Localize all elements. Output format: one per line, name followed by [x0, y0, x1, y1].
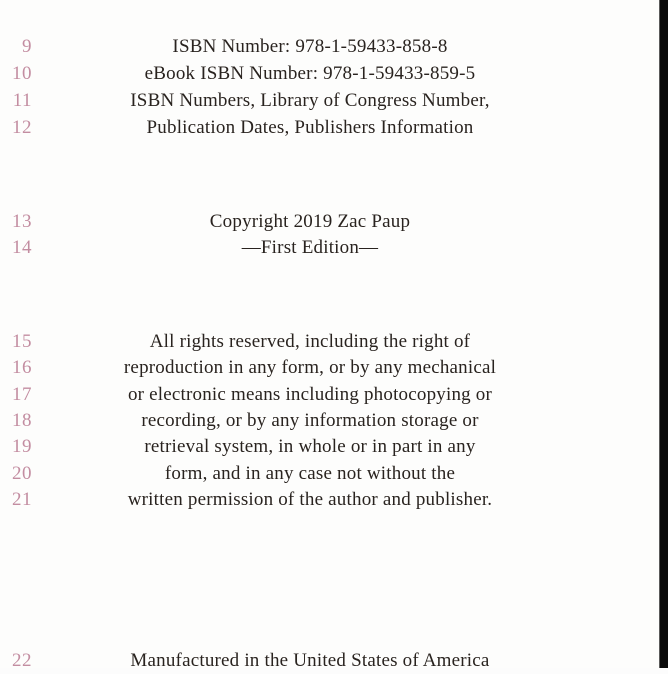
line-number: 14: [12, 237, 32, 258]
line-number: 18: [12, 410, 32, 431]
line-text: All rights reserved, including the right of: [149, 331, 471, 352]
line-number: 13: [12, 211, 32, 232]
text-line: [0, 407, 659, 434]
text-line: [0, 328, 659, 355]
line-number: 11: [12, 90, 32, 111]
line-text: or electronic means including photocopying or: [127, 384, 493, 405]
line-text: form, and in any case not without the: [164, 463, 456, 484]
text-line: [0, 114, 659, 141]
text-line: [0, 486, 659, 513]
line-number: 12: [12, 117, 32, 138]
line-text: retrieval system, in whole or in part in any: [144, 436, 476, 457]
text-line: [0, 433, 659, 460]
line-text: reproduction in any form, or by any mechanical: [123, 357, 497, 378]
line-text: Manufactured in the United States of America: [130, 650, 490, 671]
line-text: ISBN Number: 978-1-59433-858-8: [172, 36, 448, 57]
line-text: —First Edition—: [241, 237, 379, 258]
line-text: ISBN Numbers, Library of Congress Number,: [130, 90, 490, 111]
text-line: [0, 234, 659, 261]
line-number: 16: [12, 357, 32, 378]
text-line: [0, 60, 659, 87]
line-number: 15: [12, 331, 32, 352]
line-number: 22: [12, 650, 32, 671]
line-text: eBook ISBN Number: 978-1-59433-859-5: [144, 63, 476, 84]
text-line: [0, 647, 659, 674]
text-line: [0, 381, 659, 408]
text-line: [0, 354, 659, 381]
line-number: 19: [12, 436, 32, 457]
line-text: Publication Dates, Publishers Information: [146, 117, 474, 138]
text-line: [0, 208, 659, 235]
line-number: 10: [12, 63, 32, 84]
line-number: 9: [22, 36, 32, 57]
line-text: Copyright 2019 Zac Paup: [209, 211, 411, 232]
text-line: [0, 460, 659, 487]
line-number: 17: [12, 384, 32, 405]
line-number: 21: [12, 489, 32, 510]
text-line: [0, 33, 659, 60]
line-text: written permission of the author and publisher.: [127, 489, 493, 510]
line-number: 20: [12, 463, 32, 484]
line-text: recording, or by any information storage or: [141, 410, 479, 431]
text-line: [0, 87, 659, 114]
page-edge-bar: [659, 0, 668, 668]
